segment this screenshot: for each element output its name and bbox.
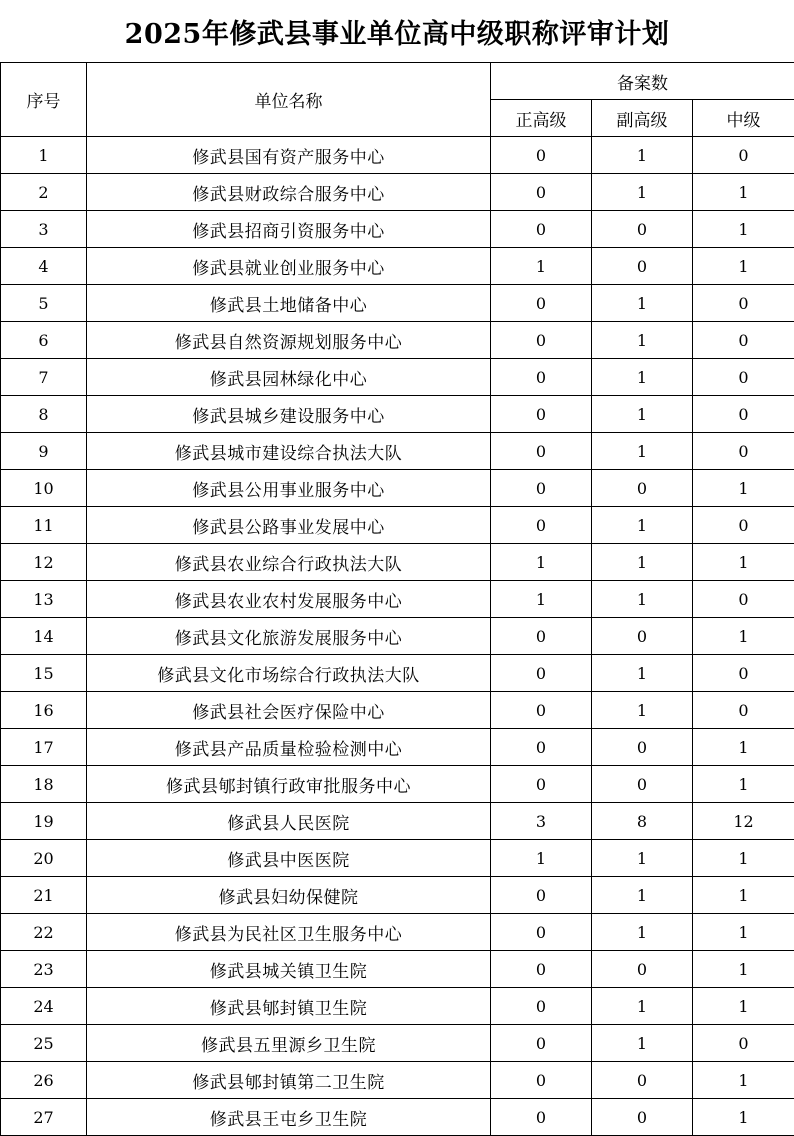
senior-count-cell: 0 (491, 988, 592, 1025)
header-row-top (1, 63, 794, 100)
row-index: 2 (1, 174, 87, 211)
intermediate-count-cell: 0 (693, 581, 794, 618)
intermediate-count-cell: 1 (693, 618, 794, 655)
senior-count-cell: 0 (491, 1062, 592, 1099)
senior-count-cell: 0 (491, 285, 592, 322)
unit-name-cell: 修武县社会医疗保险中心 (87, 692, 491, 729)
table-row (1, 803, 794, 840)
deputy-senior-count-cell: 1 (592, 840, 693, 877)
row-index: 25 (1, 1025, 87, 1062)
row-index: 21 (1, 877, 87, 914)
senior-count-cell: 1 (491, 248, 592, 285)
intermediate-count-cell: 12 (693, 803, 794, 840)
row-index: 17 (1, 729, 87, 766)
intermediate-count-cell: 0 (693, 507, 794, 544)
table-row (1, 951, 794, 988)
intermediate-count-cell: 0 (693, 137, 794, 174)
table-row (1, 211, 794, 248)
deputy-senior-count-cell: 0 (592, 470, 693, 507)
table-row (1, 248, 794, 285)
row-index: 14 (1, 618, 87, 655)
table-row (1, 877, 794, 914)
senior-count-cell: 0 (491, 396, 592, 433)
senior-count-cell: 0 (491, 618, 592, 655)
deputy-senior-count-cell: 0 (592, 729, 693, 766)
table-row (1, 174, 794, 211)
unit-name-cell: 修武县城市建设综合执法大队 (87, 433, 491, 470)
table-row (1, 1025, 794, 1062)
header-deputy-senior: 副高级 (592, 100, 693, 137)
unit-name-cell: 修武县国有资产服务中心 (87, 137, 491, 174)
senior-count-cell: 0 (491, 1025, 592, 1062)
intermediate-count-cell: 1 (693, 211, 794, 248)
unit-name-cell: 修武县郇封镇第二卫生院 (87, 1062, 491, 1099)
row-index: 13 (1, 581, 87, 618)
unit-name-cell: 修武县公路事业发展中心 (87, 507, 491, 544)
row-index: 19 (1, 803, 87, 840)
unit-name-cell: 修武县人民医院 (87, 803, 491, 840)
table-row (1, 914, 794, 951)
deputy-senior-count-cell: 0 (592, 766, 693, 803)
table-row (1, 544, 794, 581)
row-index: 15 (1, 655, 87, 692)
page-title: 2025年修武县事业单位高中级职称评审计划 (0, 0, 794, 62)
row-index: 10 (1, 470, 87, 507)
table-row (1, 433, 794, 470)
table-row (1, 655, 794, 692)
table-row (1, 137, 794, 174)
deputy-senior-count-cell: 8 (592, 803, 693, 840)
row-index: 5 (1, 285, 87, 322)
deputy-senior-count-cell: 1 (592, 544, 693, 581)
senior-count-cell: 0 (491, 507, 592, 544)
row-index: 6 (1, 322, 87, 359)
table-row (1, 729, 794, 766)
table-row (1, 1062, 794, 1099)
deputy-senior-count-cell: 1 (592, 1025, 693, 1062)
table-row (1, 396, 794, 433)
row-index: 9 (1, 433, 87, 470)
row-index: 4 (1, 248, 87, 285)
table-row (1, 285, 794, 322)
row-index: 27 (1, 1099, 87, 1136)
deputy-senior-count-cell: 1 (592, 396, 693, 433)
deputy-senior-count-cell: 1 (592, 359, 693, 396)
senior-count-cell: 1 (491, 840, 592, 877)
evaluation-plan-table (0, 62, 794, 1136)
senior-count-cell: 0 (491, 766, 592, 803)
senior-count-cell: 0 (491, 1099, 592, 1136)
intermediate-count-cell: 1 (693, 840, 794, 877)
deputy-senior-count-cell: 1 (592, 174, 693, 211)
senior-count-cell: 1 (491, 544, 592, 581)
row-index: 18 (1, 766, 87, 803)
row-index: 16 (1, 692, 87, 729)
table-row (1, 766, 794, 803)
intermediate-count-cell: 1 (693, 544, 794, 581)
unit-name-cell: 修武县产品质量检验检测中心 (87, 729, 491, 766)
row-index: 8 (1, 396, 87, 433)
header-record-count: 备案数 (491, 63, 794, 100)
row-index: 22 (1, 914, 87, 951)
deputy-senior-count-cell: 1 (592, 988, 693, 1025)
table-row (1, 1099, 794, 1136)
intermediate-count-cell: 0 (693, 322, 794, 359)
intermediate-count-cell: 0 (693, 285, 794, 322)
deputy-senior-count-cell: 0 (592, 248, 693, 285)
deputy-senior-count-cell: 0 (592, 618, 693, 655)
row-index: 23 (1, 951, 87, 988)
intermediate-count-cell: 0 (693, 1025, 794, 1062)
senior-count-cell: 0 (491, 692, 592, 729)
unit-name-cell: 修武县文化旅游发展服务中心 (87, 618, 491, 655)
unit-name-cell: 修武县五里源乡卫生院 (87, 1025, 491, 1062)
senior-count-cell: 0 (491, 322, 592, 359)
intermediate-count-cell: 1 (693, 470, 794, 507)
intermediate-count-cell: 1 (693, 1062, 794, 1099)
table-row (1, 322, 794, 359)
senior-count-cell: 0 (491, 655, 592, 692)
deputy-senior-count-cell: 1 (592, 507, 693, 544)
senior-count-cell: 3 (491, 803, 592, 840)
deputy-senior-count-cell: 1 (592, 655, 693, 692)
intermediate-count-cell: 0 (693, 692, 794, 729)
unit-name-cell: 修武县农业综合行政执法大队 (87, 544, 491, 581)
unit-name-cell: 修武县妇幼保健院 (87, 877, 491, 914)
unit-name-cell: 修武县为民社区卫生服务中心 (87, 914, 491, 951)
senior-count-cell: 0 (491, 174, 592, 211)
intermediate-count-cell: 1 (693, 248, 794, 285)
unit-name-cell: 修武县郇封镇卫生院 (87, 988, 491, 1025)
senior-count-cell: 0 (491, 470, 592, 507)
unit-name-cell: 修武县文化市场综合行政执法大队 (87, 655, 491, 692)
senior-count-cell: 0 (491, 137, 592, 174)
deputy-senior-count-cell: 1 (592, 877, 693, 914)
deputy-senior-count-cell: 0 (592, 1062, 693, 1099)
unit-name-cell: 修武县园林绿化中心 (87, 359, 491, 396)
unit-name-cell: 修武县土地储备中心 (87, 285, 491, 322)
unit-name-cell: 修武县自然资源规划服务中心 (87, 322, 491, 359)
deputy-senior-count-cell: 0 (592, 211, 693, 248)
intermediate-count-cell: 0 (693, 433, 794, 470)
intermediate-count-cell: 1 (693, 951, 794, 988)
header-unit-name: 单位名称 (87, 63, 491, 137)
intermediate-count-cell: 0 (693, 655, 794, 692)
unit-name-cell: 修武县公用事业服务中心 (87, 470, 491, 507)
header-index: 序号 (1, 63, 87, 137)
row-index: 3 (1, 211, 87, 248)
table-row (1, 581, 794, 618)
deputy-senior-count-cell: 1 (592, 285, 693, 322)
intermediate-count-cell: 1 (693, 766, 794, 803)
unit-name-cell: 修武县就业创业服务中心 (87, 248, 491, 285)
senior-count-cell: 0 (491, 914, 592, 951)
row-index: 26 (1, 1062, 87, 1099)
table-row (1, 840, 794, 877)
header-senior: 正高级 (491, 100, 592, 137)
senior-count-cell: 0 (491, 359, 592, 396)
row-index: 20 (1, 840, 87, 877)
senior-count-cell: 0 (491, 433, 592, 470)
deputy-senior-count-cell: 1 (592, 137, 693, 174)
deputy-senior-count-cell: 0 (592, 951, 693, 988)
unit-name-cell: 修武县财政综合服务中心 (87, 174, 491, 211)
unit-name-cell: 修武县郇封镇行政审批服务中心 (87, 766, 491, 803)
deputy-senior-count-cell: 1 (592, 581, 693, 618)
row-index: 12 (1, 544, 87, 581)
row-index: 1 (1, 137, 87, 174)
intermediate-count-cell: 1 (693, 174, 794, 211)
unit-name-cell: 修武县中医医院 (87, 840, 491, 877)
deputy-senior-count-cell: 1 (592, 914, 693, 951)
senior-count-cell: 0 (491, 877, 592, 914)
intermediate-count-cell: 0 (693, 396, 794, 433)
row-index: 24 (1, 988, 87, 1025)
row-index: 11 (1, 507, 87, 544)
senior-count-cell: 0 (491, 729, 592, 766)
deputy-senior-count-cell: 1 (592, 692, 693, 729)
deputy-senior-count-cell: 1 (592, 322, 693, 359)
unit-name-cell: 修武县城关镇卫生院 (87, 951, 491, 988)
senior-count-cell: 1 (491, 581, 592, 618)
intermediate-count-cell: 1 (693, 729, 794, 766)
unit-name-cell: 修武县招商引资服务中心 (87, 211, 491, 248)
unit-name-cell: 修武县王屯乡卫生院 (87, 1099, 491, 1136)
senior-count-cell: 0 (491, 211, 592, 248)
table-body (1, 137, 794, 1136)
intermediate-count-cell: 1 (693, 877, 794, 914)
intermediate-count-cell: 1 (693, 988, 794, 1025)
intermediate-count-cell: 0 (693, 359, 794, 396)
intermediate-count-cell: 1 (693, 1099, 794, 1136)
deputy-senior-count-cell: 0 (592, 1099, 693, 1136)
table-row (1, 470, 794, 507)
senior-count-cell: 0 (491, 951, 592, 988)
table-row (1, 359, 794, 396)
intermediate-count-cell: 1 (693, 914, 794, 951)
row-index: 7 (1, 359, 87, 396)
table-row (1, 507, 794, 544)
table-row (1, 988, 794, 1025)
unit-name-cell: 修武县农业农村发展服务中心 (87, 581, 491, 618)
table-row (1, 692, 794, 729)
table-row (1, 618, 794, 655)
unit-name-cell: 修武县城乡建设服务中心 (87, 396, 491, 433)
header-intermediate: 中级 (693, 100, 794, 137)
table-header (1, 63, 794, 137)
deputy-senior-count-cell: 1 (592, 433, 693, 470)
